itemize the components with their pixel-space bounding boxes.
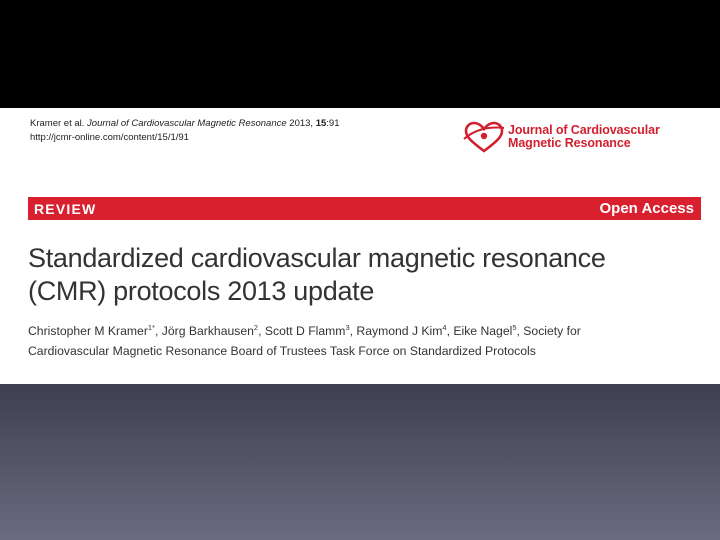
author-name: Scott D Flamm [264,324,346,338]
citation-line [30,117,450,131]
author-affiliation: 2 [253,322,259,332]
author-affiliation: 5 [512,322,517,332]
author-name: Christopher M Kramer [28,324,148,338]
article-type-banner [28,197,701,220]
citation-url: http://jcmr-online.com/content/15/1/91 [30,132,189,143]
citation-journal: Journal of Cardiovascular Magnetic Resonance [87,118,287,129]
author-name: Eike Nagel [453,324,513,338]
logo-line-2: Magnetic Resonance [508,136,631,150]
citation-authors: Kramer et al. [30,118,88,129]
logo-line-1: Journal of Cardiovascular [508,123,660,137]
title-line-1: Standardized cardiovascular magnetic resonance [28,243,606,273]
journal-logo [462,120,712,154]
journal-logo-text [508,124,660,150]
authors-line-1: Christopher M Kramer$^{1*}$, Jörg Barkhausen$^2$, Scott D Flamm$^3$, Raymond J Kim$^4$, Eike Nagel$^5$, Society for [28,322,581,338]
citation-article: :91 [326,118,340,129]
title-line-2: (CMR) protocols 2013 update [28,276,375,306]
author-affiliation: 4 [442,322,447,332]
author-list [28,321,708,361]
citation-year: 2013, [286,118,316,129]
citation-volume: 15 [315,118,327,129]
citation-block [30,117,450,145]
author-group: Society for [523,324,581,338]
review-label: REVIEW [34,200,97,217]
author-name: Jörg Barkhausen [161,324,254,338]
authors-line-2: Cardiovascular Magnetic Resonance Board of Trustees Task Force on Standardized Protocols [28,344,536,358]
paper-header-image [0,108,720,384]
article-title [28,242,708,308]
author-name: Raymond J Kim [356,324,443,338]
open-access-label: Open Access [599,200,694,217]
author-affiliation: 1* [147,322,155,332]
author-affiliation: 3 [345,322,350,332]
heart-logo-icon [462,120,506,154]
